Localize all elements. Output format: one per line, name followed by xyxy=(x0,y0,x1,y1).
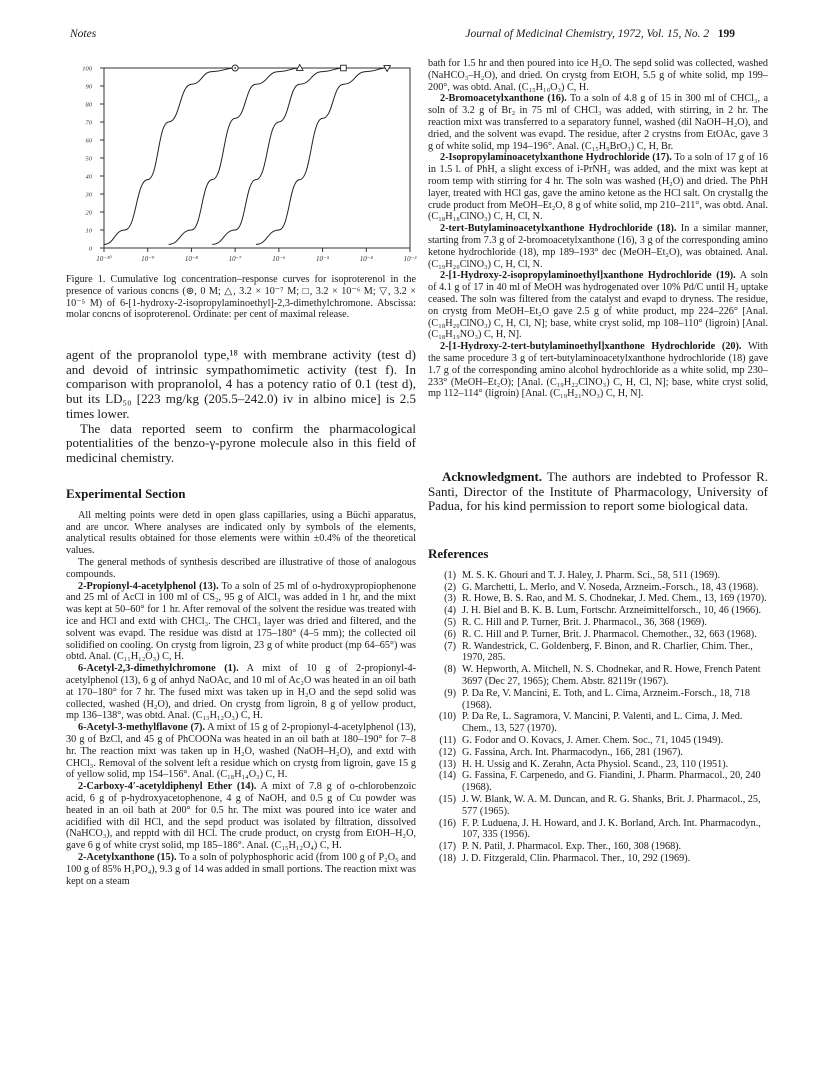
reference-number: (6) xyxy=(444,628,456,640)
reference-list xyxy=(428,570,768,865)
response-curve xyxy=(256,68,387,244)
reference-item xyxy=(428,570,768,582)
conclusion-paragraph: The data reported seem to confirm the pharmacological potentialities of the benzo-γ-pyrone molecule also in this field of medicinal chemistry. xyxy=(66,420,416,465)
compound-15-name: 2-Acetylxanthone (15). xyxy=(78,851,177,863)
reference-text: G. Fassina, Arch. Int. Pharmacodyn., 166, 281 (1967). xyxy=(462,746,683,758)
compound-19-text: A soln of 4.1 g of 17 in 40 ml of MeOH was hydrogenated over 10% Pd/C until H₂ uptake ceased. The soln was filtered from the catalyst and evapd to dryness. The residue, on crystg from MeOH–Et₂O gave 2.5 g of white product, mp 224–226° [Anal. (C₁₈H₂₀ClNO₃) C, H, Cl, N]; base, white cryst solid, mp 108–110° (ligroin) [Anal. (C₁₈H₁₉NO₃) C, H, N]. xyxy=(428,270,769,341)
right-column xyxy=(428,58,768,400)
compound-14-text: A mixt of 7.8 g of o-chlorobenzoic acid, 6 g of p-hydroxyacetophenone, 4 g of NaOH, and 0.5 g of Cu powder was heated in an oil bath at 200° for 0.5 hr. The mixt was poured into ice water and acidified with dil HCl, and the sepd product was isolated by filtration, dissolved (NaHCO₃), and repptd with dil HCl. The crude product, on crystg from EtOH–H₂O, gave 6 g of white cryst solid, mp 185–186°. Anal. (C₁₅H₁₂O₄) C, H. xyxy=(66,781,416,852)
y-tick-label: 20 xyxy=(85,209,92,217)
compound-17-text: To a soln of 17 g of 16 in 1.5 l. of PhH, a slight excess of i-PrNH₂ was added, and the mixt was kept at room temp with stirring for 4 hr. The soln was washed (H₂O) and dried. The PhH layer, treated with HCl gas, gave the amino ketone as the HCl salt. On crystallg the crude product from MeOH–Et₂O, 8 g of white solid, mp 210–211°, was obtd. Anal. (C₁₈H₁₈ClNO₃) C, H, Cl, N. xyxy=(428,152,768,223)
compound-7-text: A mixt of 15 g of 2-propionyl-4-acetylphenol (13), 30 g of BzCl, and 45 g of PhCOONa was heated in an oil bath at 180–190° for 7–8 hr. The reaction mixt was taken up in H₂O, washed (NaOH–H₂O), and extd with CHCl₃. Removal of the solvent left a residue which on crystg from ligroin, gave 15 g of yellow solid, mp 154–156°. Anal. (C₁₈H₁₄O₃) C, H. xyxy=(66,722,416,781)
square-marker xyxy=(341,65,347,71)
y-tick-label: 70 xyxy=(85,119,92,127)
compound-18-text: In a similar manner, starting from 7.3 g of 2-bromoacetylxanthone (16), 3 g of the corresponding amino ketone hydrochloride (18), mp 189–193° dec (MeOH–Et₂O), was obtained. Anal. (C₁₉H₂₀ClNO₃) C, H, Cl, N. xyxy=(428,223,768,270)
compound-15-continued: bath for 1.5 hr and then poured into ice H₂O. The sepd solid was collected, washed (NaHCO₃–H₂O), and dried. On crystg from EtOH, 5.5 g of white solid, mp 199–200°, was obtd. Anal. (C₁₅H₁₀O₃) C, H. xyxy=(428,58,768,93)
experimental-heading: Experimental Section xyxy=(66,486,186,501)
discussion-paragraph: agent of the propranolol type,¹⁸ with membrane activity (test d) and devoid of intrinsic sympathomimetic activity (test f). In comparison with propranolol, 4 has a potency ratio of 0.1 (test d), but its LD₅₀ [223 mg/kg (205.5–242.0) iv in albino mice] is 2.5 times lower. xyxy=(66,347,416,421)
reference-number: (7) xyxy=(444,640,456,652)
experimental-section xyxy=(66,474,416,887)
reference-text: F. P. Luduena, J. H. Howard, and J. K. Borland, Arch. Int. Pharmacodyn., 107, 335 (1956). xyxy=(462,817,761,841)
reference-number: (4) xyxy=(444,605,456,617)
reference-text: H. H. Ussig and K. Zerahn, Acta Physiol. Scand., 23, 110 (1951). xyxy=(462,758,729,770)
compound-7-name: 6-Acetyl-3-methylflavone (7). xyxy=(78,722,205,734)
y-tick-label: 80 xyxy=(85,101,92,109)
compound-16-procedure xyxy=(428,93,768,152)
running-head-section: Notes xyxy=(70,28,97,40)
reference-text: P. N. Patil, J. Pharmacol. Exp. Ther., 160, 308 (1968). xyxy=(462,841,682,853)
compound-15-text: To a soln of polyphosphoric acid (from 100 g of P₂O₅ and 100 g of 85% H₃PO₄), 9.3 g of 14 was added in small portions. The reaction mixt was kept on a steam xyxy=(66,851,416,887)
reference-item xyxy=(428,711,768,735)
x-tick-label: 10⁻³ xyxy=(403,255,417,263)
compound-14-procedure xyxy=(66,781,416,852)
references-heading: References xyxy=(428,546,489,561)
running-head-journal xyxy=(465,28,735,40)
acknowledgment xyxy=(428,470,768,514)
experimental-intro: All melting points were detd in open glass capillaries, using a Büchi apparatus, and are uncor. Where analyses are indicated only by symbols of the elements, analytical results obtained for those elements were within ±0.4% of the theoretical values. xyxy=(66,509,416,557)
reference-item xyxy=(428,582,768,594)
acknowledgment-block xyxy=(428,470,768,530)
reference-item xyxy=(428,629,768,641)
reference-number: (10) xyxy=(439,711,456,723)
compound-18-procedure xyxy=(428,223,768,270)
reference-number: (5) xyxy=(444,616,456,628)
compound-20-text: With the same procedure 3 g of tert-butylaminoacetylxanthone hydrochloride (18) gave 1.7 g of the corresponding amino alcohol hydrochloride as a white solid, mp 230–233° (MeOH–Et₂O); [Anal. (C₁₉H₂₂ClNO₃) C, H, Cl, N]; base, white cryst solid, mp 112–114° (ligroin) [Anal. (C₁₉H₂₁NO₃) C, H, N]. xyxy=(428,341,768,400)
experimental-methods-note: The general methods of synthesis described are illustrative of those of analogous compounds. xyxy=(66,556,416,580)
x-tick-label: 10⁻⁴ xyxy=(359,255,373,263)
reference-number: (1) xyxy=(444,569,456,581)
y-tick-label: 30 xyxy=(85,191,92,199)
response-curve xyxy=(104,68,235,244)
compound-15-procedure xyxy=(66,852,416,887)
reference-number: (13) xyxy=(439,758,456,770)
compound-13-procedure xyxy=(66,581,416,664)
x-tick-label: 10⁻⁹ xyxy=(141,255,155,263)
compound-20-name: 2-[1-Hydroxy-2-tert-butylaminoethyl]xanthone Hydrochloride (20). xyxy=(440,341,742,353)
reference-number: (2) xyxy=(444,581,456,593)
y-tick-label: 90 xyxy=(85,83,92,91)
reference-number: (11) xyxy=(439,734,456,746)
reference-item xyxy=(428,818,768,842)
compound-16-name: 2-Bromoacetylxanthone (16). xyxy=(440,93,567,105)
compound-16-text: To a soln of 4.8 g of 15 in 300 ml of CHCl₃, a soln of 3.2 g of Br₂ in 75 ml of CHCl₃ was added, with stirring, in 2 hr. The reaction mixt was transferred to a separatory funnel, washed (dil NaOH–H₂O), and dried, and the solvent was evapd. The residue, after 2 crystns from EtOAc, gave 3 g of white solid, mp 194–196°. Anal. (C₁₅H₉BrO₃) C, H, Br. xyxy=(428,93,768,152)
x-tick-label: 10⁻⁶ xyxy=(272,255,286,263)
reference-text: P. Da Re, V. Mancini, E. Toth, and L. Cima, Arzneim.-Forsch., 18, 718 (1968). xyxy=(462,687,750,711)
triangle-marker xyxy=(296,65,303,71)
compound-1-text: A mixt of 10 g of 2-propionyl-4-acetylphenol (13), 6 g of anhyd NaOAc, and 10 ml of Ac₂O was heated in an oil bath at 170–180° for 7 hr. The fused mixt was taken up in H₂O and the sepd solid was collected, washed (H₂O), and dried. On crystg from ligroin, 8 g of yellow product, mp 136–138°, was obtd. Anal. (C₁₃H₁₂O₃) C, H. xyxy=(66,663,416,722)
reference-item xyxy=(428,605,768,617)
x-tick-label: 10⁻⁸ xyxy=(184,255,198,263)
figure-caption: Figure 1. Cumulative log concentration–response curves for isoproterenol in the presence of various concns (⊚, 0 M; △, 3.2 × 10⁻⁷ M; □, 3.2 × 10⁻⁶ M; ▽, 3.2 × 10⁻⁵ M) of 6-[1-hydroxy-2-isopropylaminoethyl]-2,3-dimethylchromone. Abscissa: molar concns of isoproterenol. Ordinate: per cent of maximal release. xyxy=(66,274,416,321)
reference-text: G. Fodor and O. Kovacs, J. Amer. Chem. Soc., 71, 1045 (1949). xyxy=(462,734,724,746)
compound-20-procedure xyxy=(428,341,768,400)
compound-13-name: 2-Propionyl-4-acetylphenol (13). xyxy=(78,580,219,592)
reference-text: G. Marchetti, L. Merlo, and V. Noseda, Arzneim.-Forsch., 18, 43 (1968). xyxy=(462,581,759,593)
reference-item xyxy=(428,841,768,853)
reference-item xyxy=(428,688,768,712)
reference-item xyxy=(428,759,768,771)
reference-item xyxy=(428,617,768,629)
compound-7-procedure xyxy=(66,722,416,781)
compound-13-text: To a soln of 25 ml of o-hydroxypropiophenone and 25 ml of AcCl in 100 ml of CS₂, 95 g of AlCl₃ was added in 1 hr, and the mixt was kept at 50–60° for 1 hr. After removal of the solvent the residue was treated with ice and HCl and extd with CHCl₃. The CHCl₃ layer was dried and filtered, and the solvent was evapd. The residue was distd at 175–180° (4–5 mm); the collected oil solidified on cooling. On crystg from ligroin, 23 g of white product (mp 64–65°) was obtd. Anal. (C₁₁H₁₂O₃) C, H. xyxy=(66,580,416,663)
reference-text: W. Hepworth, A. Mitchell, N. S. Chodnekar, and R. Howe, French Patent 3697 (Dec 27, 1965); Chem. Abstr. 82119r (1967). xyxy=(462,664,761,687)
reference-text: R. Howe, B. S. Rao, and M. S. Chodnekar, J. Med. Chem., 13, 169 (1970). xyxy=(462,593,767,605)
reference-item xyxy=(428,770,768,794)
acknowledgment-title: Acknowledgment. xyxy=(442,469,543,484)
reference-text: R. Wandestrick, C. Goldenberg, F. Binon, and R. Charlier, Chim. Ther., 1970, 285. xyxy=(462,640,753,664)
journal-citation: Journal of Medicinal Chemistry, 1972, Vol. 15, No. 2 xyxy=(465,28,710,40)
reference-text: R. C. Hill and P. Turner, Brit. J. Pharmacol. Chemother., 32, 663 (1968). xyxy=(462,628,757,640)
left-column xyxy=(66,348,416,466)
x-tick-label: 10⁻¹⁰ xyxy=(96,255,112,263)
reference-number: (18) xyxy=(439,852,456,864)
y-tick-label: 50 xyxy=(85,155,92,163)
y-tick-label: 100 xyxy=(82,65,92,73)
reference-number: (17) xyxy=(439,841,456,853)
circle-marker-dot xyxy=(234,67,236,69)
reference-text: J. H. Biel and B. K. B. Lum, Fortschr. Arzneimittelforsch., 10, 46 (1966). xyxy=(462,605,762,617)
reference-text: J. W. Blank, W. A. M. Duncan, and R. G. Shanks, Brit. J. Pharmacol., 25, 577 (1965). xyxy=(462,793,761,817)
reference-number: (16) xyxy=(439,817,456,829)
reference-number: (3) xyxy=(444,593,456,605)
reference-item xyxy=(428,641,768,665)
y-tick-label: 0 xyxy=(88,245,92,253)
y-tick-label: 10 xyxy=(85,227,92,235)
compound-18-name: 2-tert-Butylaminoacetylxanthone Hydrochloride (18). xyxy=(440,223,677,235)
compound-17-procedure xyxy=(428,152,768,223)
page-number: 199 xyxy=(717,28,735,40)
reference-item xyxy=(428,794,768,818)
reference-item xyxy=(428,593,768,605)
reference-item xyxy=(428,747,768,759)
compound-19-procedure xyxy=(428,270,768,341)
reference-item xyxy=(428,664,768,688)
compound-14-name: 2-Carboxy-4′-acetyldiphenyl Ether (14). xyxy=(78,781,257,793)
reference-text: P. Da Re, L. Sagramora, V. Mancini, P. Valenti, and L. Cima, J. Med. Chem., 13, 527 (1970). xyxy=(462,711,743,735)
compound-17-name: 2-Isopropylaminoacetylxanthone Hydrochloride (17). xyxy=(440,152,672,164)
references-section xyxy=(428,548,768,865)
response-curve xyxy=(169,68,300,244)
reference-text: J. D. Fitzgerald, Clin. Pharmacol. Ther., 10, 292 (1969). xyxy=(462,852,691,864)
y-tick-label: 40 xyxy=(85,173,92,181)
x-tick-label: 10⁻⁵ xyxy=(316,255,330,263)
compound-19-name: 2-[1-Hydroxy-2-isopropylaminoethyl]xanthone Hydrochloride (19). xyxy=(440,270,736,282)
reference-text: R. C. Hill and P. Turner, Brit. J. Pharmacol., 36, 368 (1969). xyxy=(462,616,707,628)
reference-number: (9) xyxy=(444,687,456,699)
reference-number: (15) xyxy=(439,793,456,805)
reference-item xyxy=(428,853,768,865)
plot-frame xyxy=(104,68,410,248)
reference-text: M. S. K. Ghouri and T. J. Haley, J. Pharm. Sci., 58, 511 (1969). xyxy=(462,569,721,581)
reference-number: (14) xyxy=(439,770,456,782)
dose-response-chart xyxy=(66,62,418,270)
compound-1-procedure xyxy=(66,663,416,722)
acknowledgment-text: The authors are indebted to Professor R. Santi, Director of the Institute of Pharmacology, University of Padua, for his kind permission to report some biological data. xyxy=(428,469,768,514)
reference-number: (8) xyxy=(444,664,456,676)
response-curve xyxy=(212,68,343,244)
compound-1-name: 6-Acetyl-2,3-dimethylchromone (1). xyxy=(78,663,239,675)
y-tick-label: 60 xyxy=(85,137,92,145)
reference-item xyxy=(428,735,768,747)
x-tick-label: 10⁻⁷ xyxy=(228,255,242,263)
reference-text: G. Fassina, F. Carpenedo, and G. Fiandini, J. Pharm. Pharmacol., 20, 240 (1968). xyxy=(462,770,761,794)
reference-number: (12) xyxy=(439,746,456,758)
